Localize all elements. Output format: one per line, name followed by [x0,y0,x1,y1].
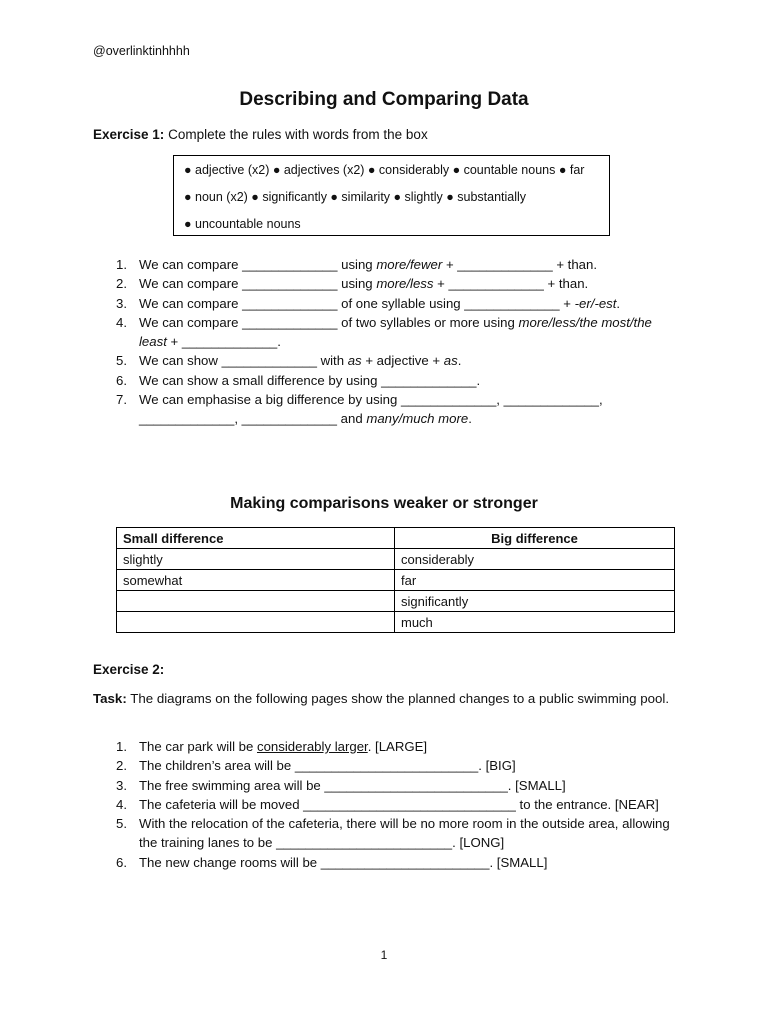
task-text: The diagrams on the following pages show the planned changes to a public swimming pool. [130,691,670,706]
list-item-number: 2. [116,758,127,774]
list-item-text: as [443,353,458,369]
table-cell: considerably [395,549,675,570]
table-header-row [117,528,675,549]
column-header-small: Small difference [117,528,395,549]
list-item-text: We can show a small difference by using _____________. [139,372,481,388]
page-title: Describing and Comparing Data [239,89,529,110]
list-item-text: + _____________. [166,334,281,350]
list-item-text: more/fewer [376,257,443,272]
comparison-table [116,527,675,633]
word-box-line: ● uncountable nouns [184,217,301,231]
list-item [93,776,683,795]
list-item-text: We can show _____________ with [139,353,348,369]
table-row [117,570,675,591]
list-item [93,274,653,293]
list-item-number: 3. [116,777,127,793]
exercise1-rules-list [93,255,653,429]
table-cell [117,591,395,612]
table-cell: somewhat [117,570,395,591]
list-item-number: 4. [116,314,127,330]
list-item-text: . [468,411,472,427]
list-item-text: The car park will be [139,739,257,754]
task-paragraph [93,689,683,708]
list-item-text: With the relocation of the cafeteria, there will be no more room in the outside area, allowing the training lanes to be ________________________. [LONG] [139,816,670,851]
word-box [173,155,610,236]
list-item [93,853,683,872]
table-cell [117,612,395,633]
comparisons-heading: Making comparisons weaker or stronger [230,495,538,512]
list-item [93,756,683,775]
example-answer: considerably larger [257,739,368,754]
list-item-text: We can compare _____________ of two syllables or more using [139,314,519,330]
table-row [117,612,675,633]
exercise2-heading [93,662,164,677]
list-item-number: 4. [116,796,127,812]
table-row [117,549,675,570]
list-item-text: The new change rooms will be _______________________. [SMALL] [139,854,548,870]
list-item-number: 3. [116,295,127,311]
task-label: Task: [93,691,127,706]
table-cell: much [395,612,675,633]
exercise1-instruction: Complete the rules with words from the box [168,127,428,142]
exercise1-label: Exercise 1: [93,127,165,142]
list-item-text: + _____________ + than. [442,257,598,272]
list-item-text: -er/-est [574,295,617,311]
word-box-line: ● adjective (x2) ● adjectives (x2) ● considerably ● countable nouns ● far [184,163,585,177]
list-item-number: 5. [116,353,127,369]
list-item [93,390,653,429]
table-cell: significantly [395,591,675,612]
table-cell: far [395,570,675,591]
list-item-text: + _____________ + than. [433,276,589,292]
list-item-number: 6. [116,854,127,870]
column-header-big: Big difference [395,528,675,549]
list-item-text: . [LARGE] [367,739,428,754]
exercise1-heading [93,127,428,142]
list-item-text: more/less/the most/the least [139,314,652,350]
word-box-line: ● noun (x2) ● significantly ● similarity ● slightly ● substantially [184,190,527,204]
list-item-text: more/less [376,276,434,292]
list-item-text: as [347,353,362,369]
list-item [93,795,683,814]
list-item-text: We can compare _____________ using [139,257,377,272]
list-item [93,371,653,390]
list-item-text: . [616,295,621,311]
list-item-text: The cafeteria will be moved _____________________________ to the entrance. [NEAR] [139,796,659,812]
list-item-text: The children’s area will be _________________________. [BIG] [139,758,516,774]
list-item-number: 6. [116,372,127,388]
list-item-text: . [457,353,462,369]
list-item [93,814,683,853]
list-item [93,294,653,313]
list-item-text: many/much more [366,411,469,427]
list-item-text: + adjective + [361,353,444,369]
table-cell: slightly [117,549,395,570]
list-item [93,351,653,370]
list-item-text: The free swimming area will be _________________________. [SMALL] [139,777,566,793]
list-item-text: We can compare _____________ using [139,276,377,292]
table-row [117,591,675,612]
author-handle: @overlinktinhhhh [93,44,190,58]
page-number: 1 [380,948,388,962]
list-item [93,255,653,274]
list-item [93,737,683,756]
list-item-number: 1. [116,739,127,754]
list-item [93,313,653,352]
exercise2-label: Exercise 2: [93,662,165,677]
list-item-number: 1. [116,257,127,272]
exercise2-items-list [93,737,683,872]
list-item-text: We can emphasise a big difference by using _____________, _____________, _____________, _____________ and [139,392,603,427]
list-item-number: 7. [116,392,127,408]
list-item-text: We can compare _____________ of one syllable using _____________ + [139,295,575,311]
list-item-number: 5. [116,816,127,832]
list-item-number: 2. [116,276,127,292]
